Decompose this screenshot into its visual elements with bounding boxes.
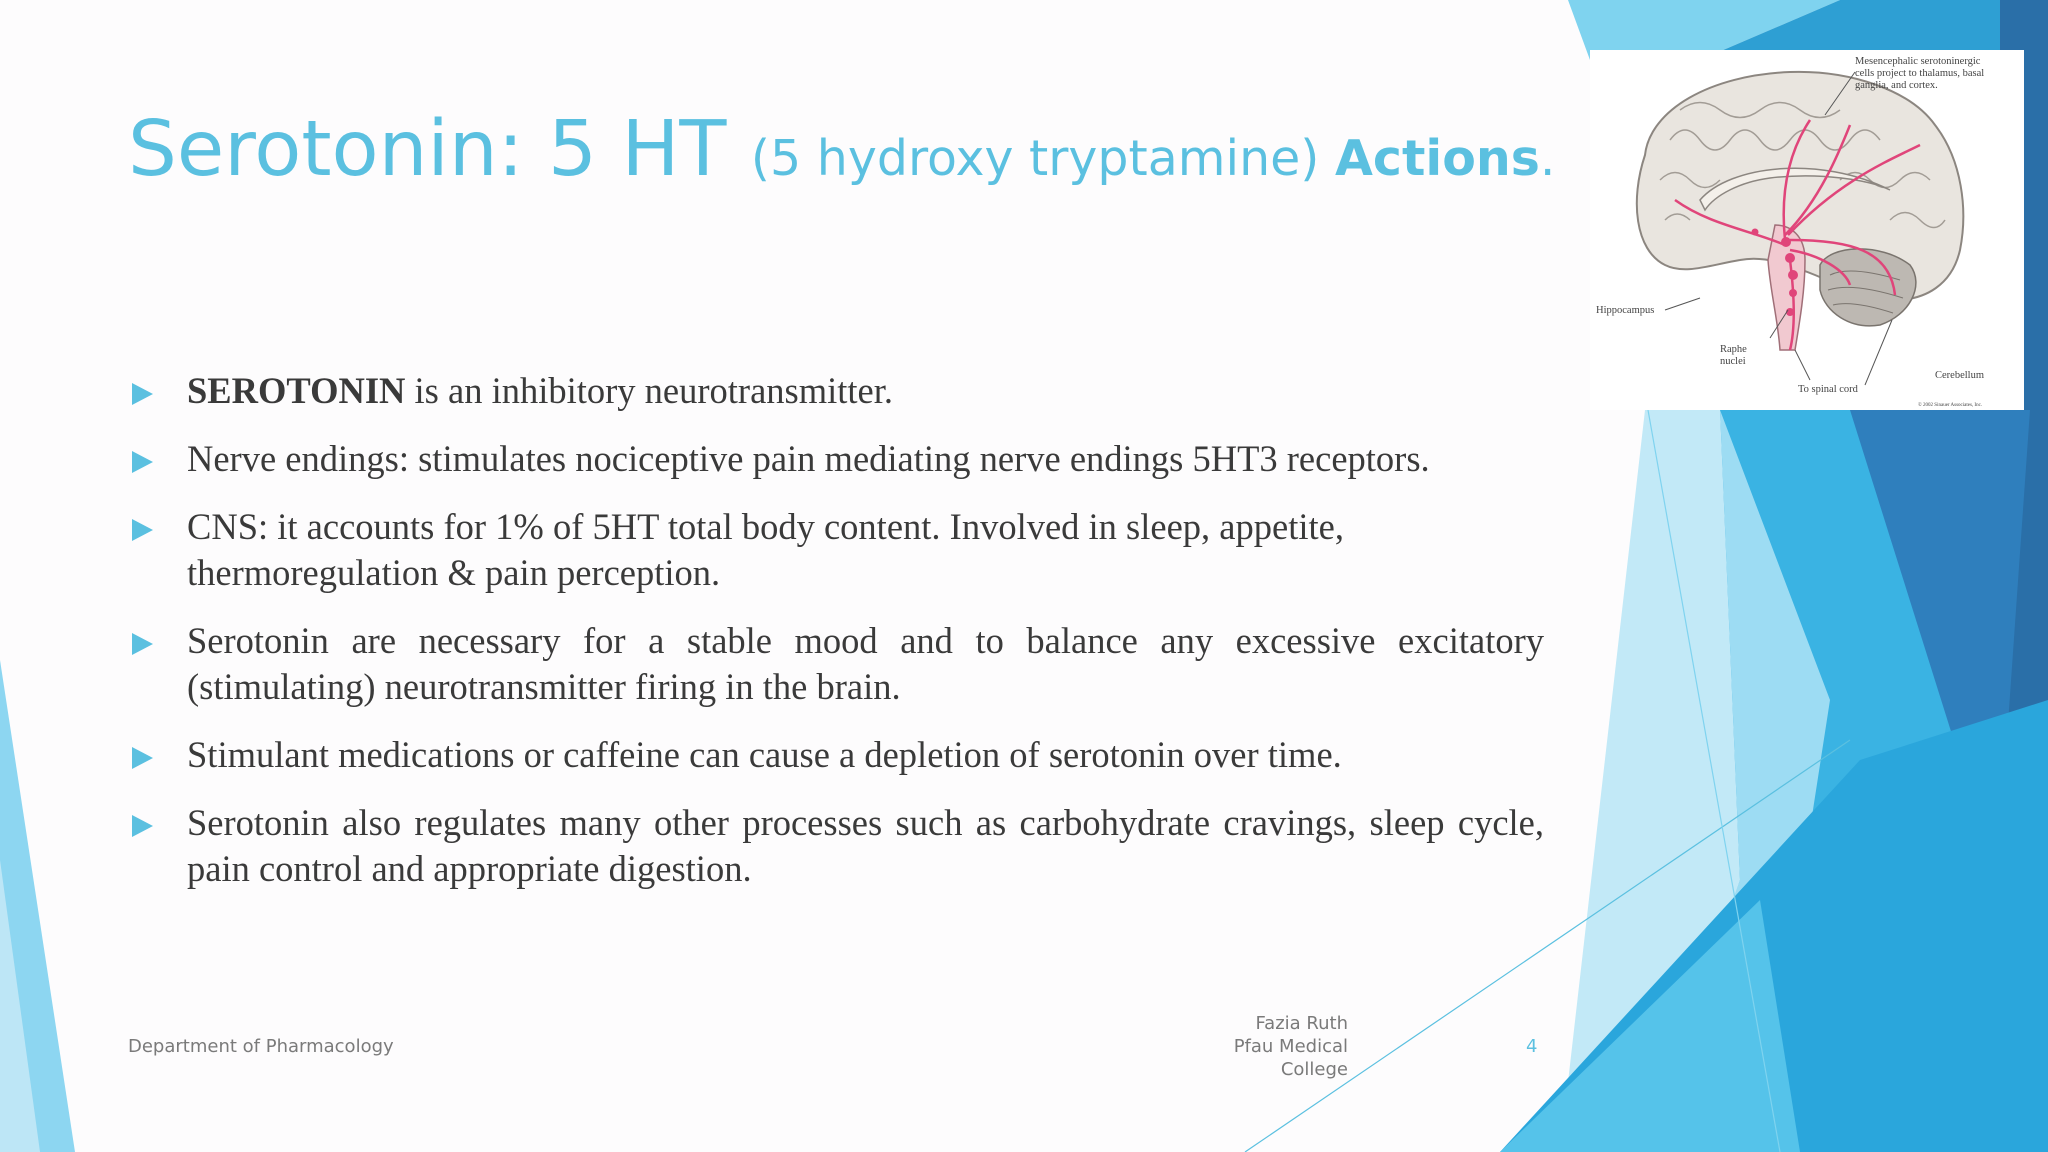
list-item bbox=[128, 436, 1544, 482]
brain-illustration bbox=[1590, 50, 2024, 410]
footer-author-line: Fazia Ruth bbox=[1255, 1013, 1348, 1034]
list-item bbox=[128, 732, 1544, 778]
label-mesencephalic-1: Mesencephalic serotoninergic bbox=[1855, 56, 1981, 67]
bullet-strong-term: SEROTONIN bbox=[187, 370, 406, 411]
list-item bbox=[128, 618, 1544, 710]
label-hippocampus: Hippocampus bbox=[1596, 305, 1655, 316]
label-spinal-cord: To spinal cord bbox=[1798, 384, 1858, 395]
cerebellum bbox=[1820, 249, 1916, 326]
title-main: Serotonin: 5 HT bbox=[128, 105, 751, 194]
list-item bbox=[128, 368, 1544, 414]
slide-title bbox=[128, 105, 1555, 194]
label-cerebellum: Cerebellum bbox=[1935, 370, 1984, 381]
footer-author-line: Pfau Medical bbox=[1233, 1036, 1348, 1057]
bullet-text: Serotonin are necessary for a stable mood and to balance any excessive excitatory (stimulating) neurotransmitter firing in the brain. bbox=[187, 620, 1544, 707]
title-period: . bbox=[1539, 130, 1556, 187]
label-mesencephalic-3: ganglia, and cortex. bbox=[1855, 80, 1938, 91]
bullet-arrow-icon bbox=[132, 633, 153, 655]
bullet-text: CNS: it accounts for 1% of 5HT total body content. Involved in sleep, appetite, thermoregulation & pain perception. bbox=[187, 506, 1344, 593]
page-number: 4 bbox=[1526, 1036, 1538, 1057]
bullet-text: is an inhibitory neurotransmitter. bbox=[405, 370, 894, 411]
figure-copyright: © 2002 Sinauer Associates, Inc. bbox=[1918, 403, 1983, 408]
bullet-arrow-icon bbox=[132, 451, 153, 473]
bullet-list bbox=[128, 368, 1544, 914]
footer-author-line: College bbox=[1280, 1059, 1348, 1080]
bullet-text: Stimulant medications or caffeine can cause a depletion of serotonin over time. bbox=[187, 734, 1342, 775]
title-parenthetical: (5 hydroxy tryptamine) bbox=[750, 130, 1335, 187]
label-raphe: Raphe bbox=[1720, 344, 1747, 355]
footer-department: Department of Pharmacology bbox=[128, 1036, 394, 1057]
bullet-arrow-icon bbox=[132, 747, 153, 769]
bullet-arrow-icon bbox=[132, 815, 153, 837]
bullet-text: Serotonin also regulates many other processes such as carbohydrate cravings, sleep cycle, pain control and appropriate digestion. bbox=[187, 802, 1544, 889]
bullet-arrow-icon bbox=[132, 519, 153, 541]
footer-author bbox=[1178, 1012, 1348, 1081]
bullet-arrow-icon bbox=[132, 383, 153, 405]
title-actions: Actions bbox=[1335, 130, 1540, 187]
brain-serotonin-figure bbox=[1590, 50, 2024, 410]
bullet-text: Nerve endings: stimulates nociceptive pain mediating nerve endings 5HT3 receptors. bbox=[187, 438, 1430, 479]
label-nuclei: nuclei bbox=[1720, 356, 1746, 367]
list-item bbox=[128, 504, 1544, 596]
list-item bbox=[128, 800, 1544, 892]
label-mesencephalic-2: cells project to thalamus, basal bbox=[1855, 68, 1985, 79]
